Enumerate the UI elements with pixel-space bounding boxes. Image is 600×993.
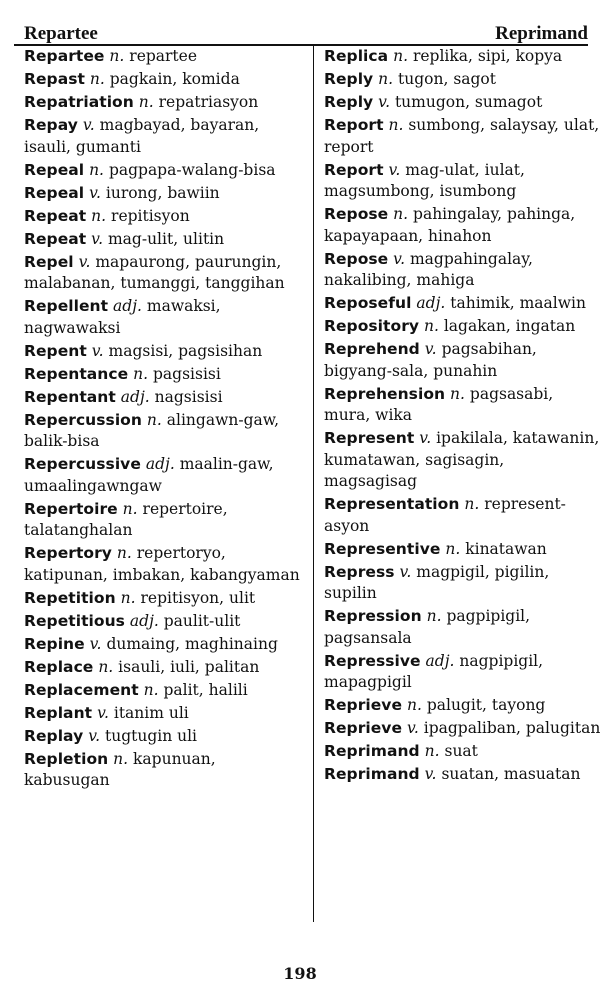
entry-headword: Replacement xyxy=(24,680,139,699)
entry-definition: replika, sipi, kopya xyxy=(412,47,563,65)
entry-definition: pagpapa-walang-bisa xyxy=(108,160,276,179)
dictionary-entry xyxy=(324,741,600,763)
left-column xyxy=(24,46,302,793)
entry-headword: Replica xyxy=(324,47,389,65)
dictionary-entry xyxy=(24,726,302,748)
entry-part-of-speech: v. xyxy=(91,341,104,360)
dictionary-entry xyxy=(24,588,302,610)
entry-headword: Repentance xyxy=(24,364,129,383)
entry-headword: Repatriation xyxy=(24,93,134,111)
entry-part-of-speech: n. xyxy=(143,680,159,699)
entry-headword: Reply xyxy=(324,70,374,88)
dictionary-entry xyxy=(24,410,302,453)
entry-headword: Repine xyxy=(24,634,85,653)
dictionary-entry xyxy=(24,69,302,91)
entry-definition: nagsisisi xyxy=(154,387,223,406)
dictionary-entry xyxy=(324,92,600,114)
entry-headword: Repetitious xyxy=(24,611,125,630)
entry-definition: sumbong, salaysay, ulat, report xyxy=(324,116,600,156)
entry-part-of-speech: v. xyxy=(91,229,104,248)
entry-definition: kinatawan xyxy=(465,539,547,558)
entry-part-of-speech: n. xyxy=(424,742,440,760)
entry-headword: Reprimand xyxy=(324,742,420,760)
dictionary-entry xyxy=(24,296,302,339)
dictionary-entry xyxy=(324,718,600,740)
entry-definition: pagpipigil, pagsansala xyxy=(324,607,531,647)
entry-definition: palit, halili xyxy=(163,680,248,699)
entry-part-of-speech: n. xyxy=(464,495,480,513)
entry-part-of-speech: v. xyxy=(97,703,109,722)
entry-part-of-speech: n. xyxy=(133,364,149,383)
entry-definition: pahingalay, pahinga, kapayapaan, hinahon xyxy=(324,205,576,245)
entry-part-of-speech: adj. xyxy=(113,297,142,315)
entry-definition: pagkain, komida xyxy=(109,70,240,88)
entry-headword: Repast xyxy=(24,70,85,88)
dictionary-entry xyxy=(24,611,302,633)
entry-headword: Repository xyxy=(324,317,420,335)
page-header xyxy=(14,8,588,46)
entry-headword: Replay xyxy=(24,726,84,745)
entry-part-of-speech: n. xyxy=(91,206,107,225)
entry-definition: ipagpaliban, palugitan xyxy=(423,719,600,737)
entry-headword: Repletion xyxy=(24,749,109,768)
entry-part-of-speech: n. xyxy=(120,588,136,607)
entry-headword: Reprehension xyxy=(324,384,446,403)
dictionary-entry xyxy=(24,46,302,68)
dictionary-entry xyxy=(24,680,302,702)
entry-part-of-speech: n. xyxy=(393,205,409,223)
entry-definition: mag-ulat, iulat, magsumbong, isumbong xyxy=(324,160,525,200)
entry-definition: repartee xyxy=(129,47,198,65)
dictionary-entry xyxy=(24,160,302,182)
dictionary-entry xyxy=(24,183,302,205)
entry-part-of-speech: adj. xyxy=(416,294,446,312)
entry-headword: Repose xyxy=(324,205,389,223)
entry-definition: maalin-gaw, umaalingawngaw xyxy=(24,455,274,495)
entry-headword: Represent xyxy=(324,429,415,447)
dictionary-entry xyxy=(324,539,600,561)
entry-definition: pagsisisi xyxy=(153,364,221,383)
left-guide-word: Repartee xyxy=(24,23,98,44)
entry-headword: Repentant xyxy=(24,387,116,406)
right-column xyxy=(324,46,600,787)
dictionary-entry xyxy=(24,341,302,363)
entry-definition: pagsabihan, bigyang-sala, punahin xyxy=(324,340,537,380)
entry-headword: Repartee xyxy=(24,47,105,65)
entry-definition: repitisyon xyxy=(111,206,190,225)
entry-headword: Reposeful xyxy=(324,294,412,312)
dictionary-entry xyxy=(24,703,302,725)
entry-definition: magbayad, bayaran, isauli, gumanti xyxy=(24,116,260,156)
entry-definition: tugon, sagot xyxy=(398,70,496,88)
entry-definition: lagakan, ingatan xyxy=(443,317,576,335)
entry-part-of-speech: n. xyxy=(406,696,422,714)
entry-headword: Repression xyxy=(324,607,422,625)
entry-part-of-speech: adj. xyxy=(129,611,159,630)
entry-definition: paulit-ulit xyxy=(163,611,241,630)
dictionary-entry xyxy=(24,206,302,228)
entry-part-of-speech: n. xyxy=(146,410,162,429)
entry-definition: ipakilala, katawanin, kumatawan, sagisagin, magsagisag xyxy=(324,429,600,490)
entry-part-of-speech: adj. xyxy=(145,455,175,473)
dictionary-entry xyxy=(24,634,302,656)
entry-headword: Repeal xyxy=(24,160,85,179)
dictionary-entry xyxy=(324,695,600,717)
entry-definition: suat xyxy=(444,742,478,760)
entry-headword: Representive xyxy=(324,539,441,558)
entry-headword: Report xyxy=(324,116,384,134)
entry-part-of-speech: v. xyxy=(88,726,101,745)
entry-definition: nagpipigil, mapagpigil xyxy=(324,651,544,691)
entry-definition: tugtugin uli xyxy=(104,726,198,745)
dictionary-entry xyxy=(324,384,600,427)
dictionary-entry xyxy=(324,339,600,382)
dictionary-entry xyxy=(324,651,600,694)
entry-definition: dumaing, maghinaing xyxy=(106,634,278,653)
entry-part-of-speech: n. xyxy=(113,749,129,768)
entry-headword: Repel xyxy=(24,252,74,271)
entry-part-of-speech: v. xyxy=(82,116,95,134)
entry-part-of-speech: v. xyxy=(388,160,401,179)
entry-part-of-speech: n. xyxy=(98,657,114,676)
entry-headword: Repetition xyxy=(24,588,116,607)
dictionary-entry xyxy=(24,387,302,409)
dictionary-entry xyxy=(324,69,600,91)
entry-part-of-speech: v. xyxy=(399,562,412,581)
entry-headword: Repertory xyxy=(24,544,112,562)
right-guide-word: Reprimand xyxy=(495,23,588,44)
entry-part-of-speech: n. xyxy=(89,70,105,88)
dictionary-entry xyxy=(324,606,600,649)
entry-headword: Repellent xyxy=(24,297,109,315)
entry-definition: magsisi, pagsisihan xyxy=(108,341,263,360)
entry-headword: Repressive xyxy=(324,651,421,670)
entry-headword: Report xyxy=(324,160,384,179)
entry-part-of-speech: v. xyxy=(419,429,432,447)
entry-headword: Reprimand xyxy=(324,765,420,783)
dictionary-entry xyxy=(24,364,302,386)
entry-part-of-speech: n. xyxy=(378,70,394,88)
entry-part-of-speech: n. xyxy=(109,47,125,65)
dictionary-entry xyxy=(324,562,600,605)
entry-definition: kapunuan, kabusugan xyxy=(24,749,216,789)
entry-definition: magpigil, pigilin, supilin xyxy=(324,562,550,602)
entry-headword: Repertoire xyxy=(24,499,118,518)
entry-headword: Replant xyxy=(24,703,93,722)
entry-definition: iurong, bawiin xyxy=(105,183,220,202)
dictionary-entry xyxy=(24,115,302,158)
dictionary-entry xyxy=(324,115,600,158)
entry-part-of-speech: n. xyxy=(138,93,154,111)
entry-definition: tahimik, maalwin xyxy=(450,294,586,312)
entry-part-of-speech: adj. xyxy=(425,651,455,670)
entry-part-of-speech: n. xyxy=(426,607,442,625)
entry-headword: Repeal xyxy=(24,183,85,202)
entry-headword: Reprieve xyxy=(324,696,403,714)
entry-headword: Replace xyxy=(24,657,94,676)
dictionary-entry xyxy=(324,293,600,315)
entry-definition: mag-ulit, ulitin xyxy=(107,229,225,248)
entry-definition: pagsasabi, mura, wika xyxy=(324,384,554,424)
entry-definition: repertoire, talatanghalan xyxy=(24,499,228,539)
entry-headword: Repay xyxy=(24,116,78,134)
entry-part-of-speech: n. xyxy=(423,317,439,335)
entry-part-of-speech: n. xyxy=(116,544,132,562)
entry-definition: repitisyon, ulit xyxy=(140,588,256,607)
entry-headword: Reply xyxy=(324,93,374,111)
dictionary-entry xyxy=(24,749,302,792)
entry-part-of-speech: v. xyxy=(406,719,419,737)
entry-definition: repatriasyon xyxy=(158,93,259,111)
dictionary-entry xyxy=(324,764,600,786)
entry-headword: Representation xyxy=(324,495,460,513)
entry-headword: Repent xyxy=(24,341,87,360)
entry-headword: Repress xyxy=(324,562,395,581)
entry-headword: Repose xyxy=(324,249,389,268)
dictionary-entry xyxy=(24,657,302,679)
entry-definition: repertoryo, katipunan, imbakan, kabangyaman xyxy=(24,544,300,584)
entry-part-of-speech: v. xyxy=(89,634,102,653)
entry-headword: Repeat xyxy=(24,229,87,248)
entry-headword: Reprehend xyxy=(324,340,420,358)
entry-definition: palugit, tayong xyxy=(426,696,546,714)
dictionary-entry xyxy=(24,454,302,497)
entry-part-of-speech: v. xyxy=(378,93,391,111)
dictionary-entry xyxy=(324,428,600,493)
entry-definition: magpahingalay, nakalibing, mahiga xyxy=(324,249,533,289)
dictionary-entry xyxy=(24,543,302,586)
entry-part-of-speech: v. xyxy=(393,249,406,268)
entry-part-of-speech: v. xyxy=(78,252,91,271)
dictionary-entry xyxy=(24,229,302,251)
dictionary-entry xyxy=(324,316,600,338)
page-number: 198 xyxy=(283,964,317,983)
entry-part-of-speech: n. xyxy=(388,116,404,134)
entry-headword: Repercussion xyxy=(24,410,142,429)
dictionary-entry xyxy=(24,252,302,295)
entry-definition: suatan, masuatan xyxy=(441,765,581,783)
entry-part-of-speech: n. xyxy=(445,539,461,558)
entry-part-of-speech: n. xyxy=(450,384,465,403)
entry-definition: isauli, iuli, palitan xyxy=(118,657,260,676)
entry-part-of-speech: n. xyxy=(122,499,138,518)
entry-definition: itanim uli xyxy=(113,703,189,722)
dictionary-entry xyxy=(324,46,600,68)
entry-headword: Repeat xyxy=(24,206,87,225)
dictionary-entry xyxy=(24,499,302,542)
entry-definition: alingawn-gaw, balik-bisa xyxy=(24,410,280,450)
dictionary-entry xyxy=(324,494,600,537)
dictionary-entry xyxy=(24,92,302,114)
entry-part-of-speech: n. xyxy=(393,47,409,65)
entry-headword: Reprieve xyxy=(324,719,403,737)
entry-part-of-speech: v. xyxy=(89,183,101,202)
entry-definition: mawaksi, nagwawaksi xyxy=(24,297,221,337)
entry-part-of-speech: v. xyxy=(424,765,437,783)
entry-definition: represent-asyon xyxy=(324,495,566,535)
entry-definition: mapaurong, paurungin, malabanan, tumanggi, tanggihan xyxy=(24,252,285,292)
dictionary-entry xyxy=(324,160,600,203)
entry-part-of-speech: v. xyxy=(424,340,437,358)
entry-part-of-speech: n. xyxy=(89,160,104,179)
dictionary-entry xyxy=(324,204,600,247)
entry-headword: Repercussive xyxy=(24,455,141,473)
entry-definition: tumugon, sumagot xyxy=(394,93,543,111)
entry-part-of-speech: adj. xyxy=(120,387,150,406)
column-divider xyxy=(313,46,314,922)
dictionary-entry xyxy=(324,249,600,292)
